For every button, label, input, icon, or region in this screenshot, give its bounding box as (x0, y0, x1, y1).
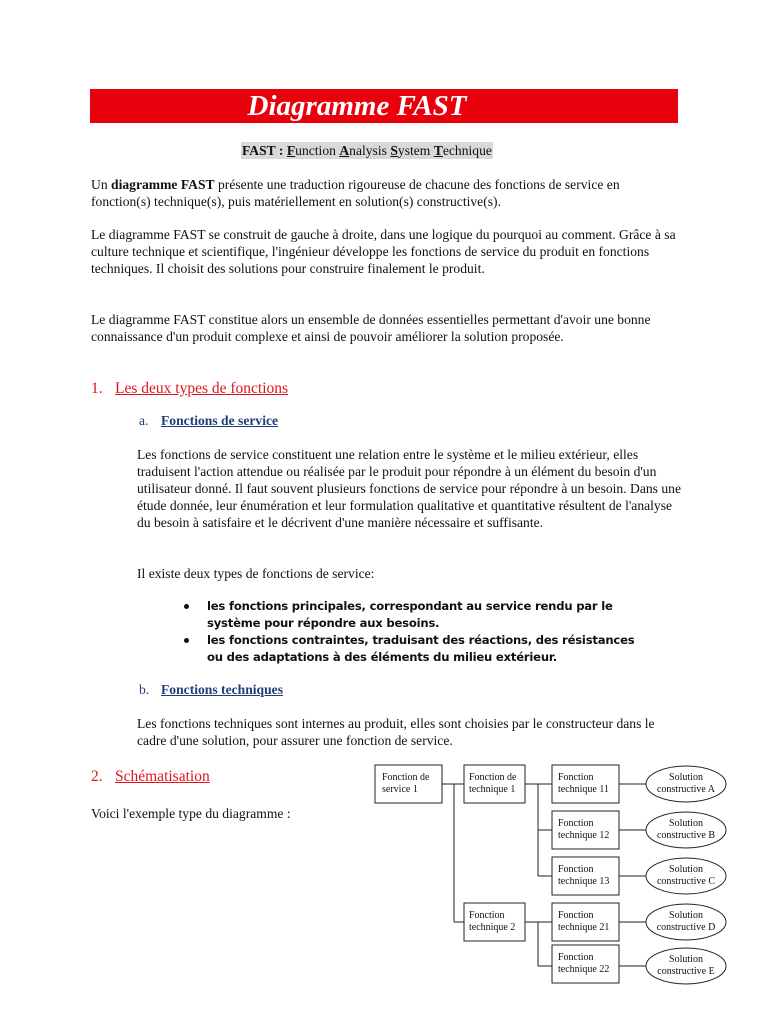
service-types-intro: Il existe deux types de fonctions de service: (137, 566, 375, 581)
technical-function-box (464, 903, 525, 941)
box-label: technique 11 (558, 784, 610, 795)
ellipse-label: constructive E (657, 966, 715, 977)
ellipse-label: Solution (669, 772, 703, 783)
service-functions-paragraph: Les fonctions de service constituent une relation entre le système et le milieu extérieur, elles traduisent l'action attendue ou réalisée par le produit pour répondre à un élément du besoin d'un utilisateur donné. Il faut souvent plusieurs fonctions de service pour répondre à un besoin. Dans une étude donnée, leur énumération et leur formulation qualitative et quantitative résultent de l'analyse du besoin à satisfaire et le décrivent d'une manière nécessaire et suffisante. (137, 447, 681, 530)
acronym-prefix: FAST : (242, 143, 287, 158)
fast-acronym-line (241, 142, 493, 159)
box-label: technique 1 (469, 784, 516, 795)
section-1-heading (91, 379, 288, 398)
sub-technical-function-box (552, 945, 619, 983)
subsection-letter: b. (139, 682, 150, 697)
title-banner (90, 89, 678, 123)
ellipse-label: constructive C (656, 876, 716, 887)
technical-function-box (464, 765, 525, 803)
initial-f: F (286, 143, 296, 158)
word-rest: unction (295, 143, 340, 158)
section-title: Schématisation (115, 768, 210, 785)
subsection-title: Fonctions de service (161, 413, 279, 428)
box-label: Fonction (558, 864, 594, 875)
fast-diagram (370, 760, 732, 986)
word-rest: nalysis (349, 143, 391, 158)
solution-ellipse (646, 904, 726, 940)
box-label: technique 21 (558, 922, 610, 933)
bullet-icon (184, 638, 189, 643)
subsection-title: Fonctions techniques (161, 682, 283, 697)
section-title: Les deux types de fonctions (115, 380, 289, 397)
word-rest: echnique (442, 143, 492, 158)
intro-paragraph-2: Le diagramme FAST se construit de gauche à droite, dans une logique du pourquoi au comment. Grâce à sa culture technique et scientifique, l'ingénieur développe les fonctions de service du produit en fonctions techniques. Il choisit des solutions pour construire finalement le produit. (91, 227, 676, 276)
box-label: Fonction de (382, 772, 430, 783)
sub-technical-function-box (552, 765, 619, 803)
ellipse-label: constructive D (656, 922, 716, 933)
ellipse-label: Solution (669, 910, 703, 921)
initial-s: S (390, 143, 398, 158)
subsection-b-heading (139, 681, 283, 698)
subsection-a-heading (139, 412, 278, 429)
box-label: Fonction (469, 910, 505, 921)
intro-paragraph-1 (91, 176, 681, 210)
box-label: Fonction de (469, 772, 517, 783)
section-2-heading (91, 767, 210, 786)
bullet-icon (184, 604, 189, 609)
box-label: Fonction (558, 952, 594, 963)
box-label: technique 12 (558, 830, 610, 841)
ellipse-label: Solution (669, 954, 703, 965)
box-label: technique 13 (558, 876, 610, 887)
sub-technical-function-box (552, 857, 619, 895)
initial-a: A (339, 143, 350, 158)
solution-ellipse (646, 858, 726, 894)
intro-text: Un (91, 177, 112, 192)
sub-technical-function-box (552, 811, 619, 849)
ellipse-label: constructive B (656, 830, 716, 841)
service-types-list (184, 598, 654, 666)
page-title: Diagramme FAST (247, 90, 467, 122)
intro-text: présente une traduction rigoureuse de chacune des fonctions de service en fonction(s) technique(s), puis matériellement en solution(s) constructive(s). (91, 177, 620, 209)
box-label: Fonction (558, 772, 594, 783)
box-label: Fonction (558, 818, 594, 829)
solution-ellipse (646, 812, 726, 848)
solution-ellipse (646, 948, 726, 984)
service-function-box (375, 765, 442, 803)
initial-t: T (433, 143, 443, 158)
box-label: technique 2 (469, 922, 516, 933)
solution-ellipse (646, 766, 726, 802)
technical-functions-paragraph: Les fonctions techniques sont internes au produit, elles sont choisies par le constructeur dans le cadre d'une solution, pour assurer une fonction de service. (137, 716, 655, 748)
diagram-intro: Voici l'exemple type du diagramme : (91, 806, 291, 821)
subsection-letter: a. (139, 413, 149, 428)
word-rest: ystem (397, 143, 434, 158)
ellipse-label: Solution (669, 864, 703, 875)
box-label: Fonction (558, 910, 594, 921)
intro-paragraph-3: Le diagramme FAST constitue alors un ensemble de données essentielles permettant d'avoir une bonne connaissance d'un produit complexe et ainsi de pouvoir améliorer la solution proposée. (91, 312, 651, 344)
sub-technical-function-box (552, 903, 619, 941)
box-label: technique 22 (558, 964, 610, 975)
box-label: service 1 (382, 784, 418, 795)
list-item (184, 598, 654, 631)
intro-bold-term: diagramme FAST (111, 177, 215, 192)
list-item-text: les fonctions principales, correspondant au service rendu par le système pour répondre aux besoins. (207, 599, 613, 630)
section-number: 1. (91, 380, 103, 397)
list-item-text: les fonctions contraintes, traduisant des réactions, des résistances ou des adaptations à des éléments du milieu extérieur. (207, 633, 635, 664)
section-number: 2. (91, 768, 103, 785)
ellipse-label: constructive A (656, 784, 716, 795)
ellipse-label: Solution (669, 818, 703, 829)
list-item (184, 632, 654, 665)
